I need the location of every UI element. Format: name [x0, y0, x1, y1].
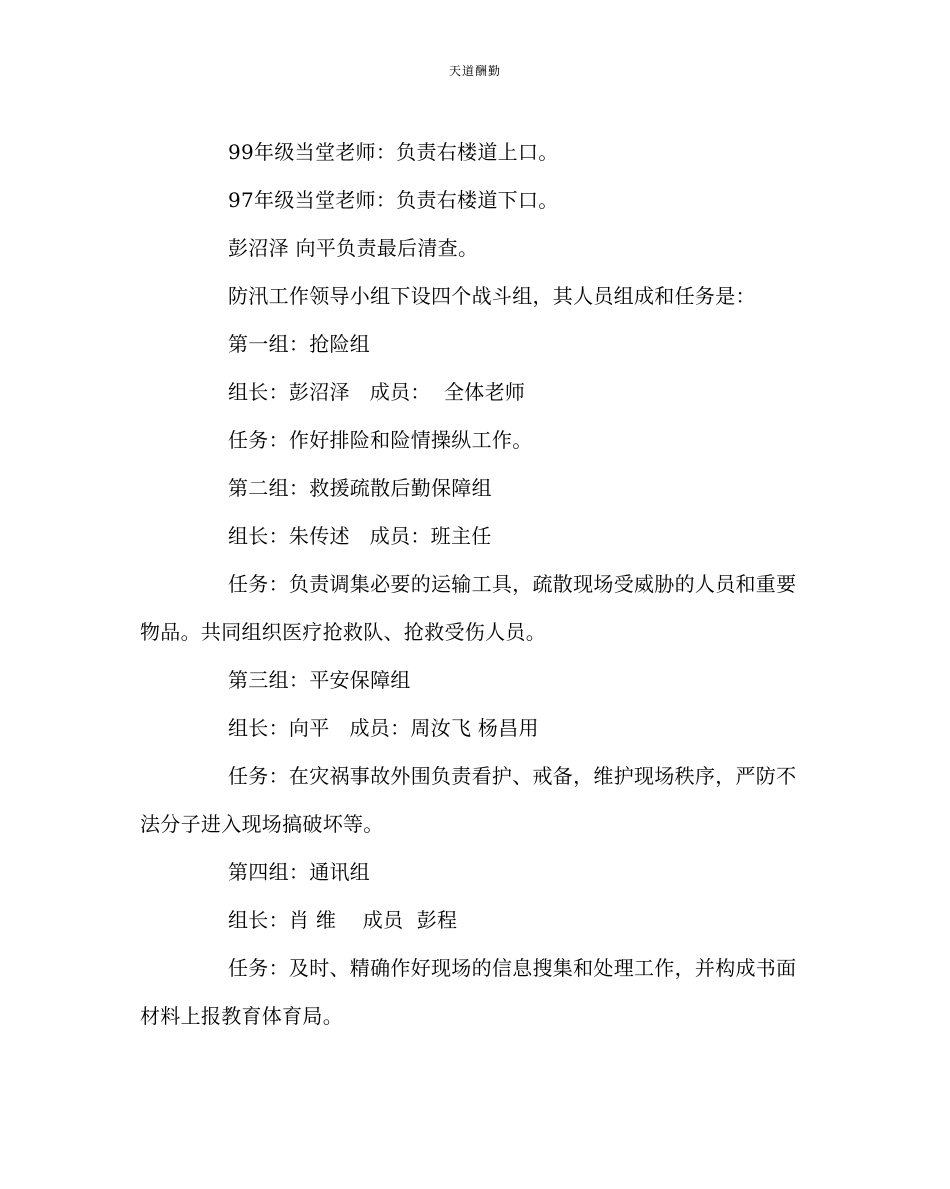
group4-task: 任务：及时、精确作好现场的信息搜集和处理工作，并构成书面材料上报教育体育局。 [140, 956, 797, 1028]
group3-task: 任务：在灾祸事故外围负责看护、戒备，维护现场秩序，严防不法分子进入现场搞破坏等。 [140, 764, 797, 836]
group3-title: 第三组：平安保障组 [228, 668, 411, 692]
group2-title: 第二组：救援疏散后勤保障组 [228, 476, 492, 500]
paragraph-final-check: 彭沼泽 向平负责最后清查。 [228, 236, 479, 260]
group2-members: 组长：朱传述 成员：班主任 [228, 524, 492, 548]
group1-task: 任务：作好排险和险情操纵工作。 [228, 428, 533, 452]
page-header: 天道酬勤 [448, 64, 501, 78]
paragraph-groups-intro: 防汛工作领导小组下设四个战斗组，其人员组成和任务是： [228, 284, 756, 308]
group4-title: 第四组：通讯组 [228, 860, 371, 884]
document-body [140, 128, 800, 1040]
group4-members: 组长：肖 维 成员 彭程 [228, 908, 458, 932]
group2-task: 任务：负责调集必要的运输工具，疏散现场受威胁的人员和重要物品。共同组织医疗抢救队、抢救受伤人员。 [140, 572, 797, 644]
paragraph-grade97: 97年级当堂老师：负责右楼道下口。 [228, 188, 559, 212]
group1-title: 第一组：抢险组 [228, 332, 371, 356]
group1-members: 组长：彭沼泽 成员： 全体老师 [228, 380, 526, 404]
group3-members: 组长：向平 成员：周汝飞 杨昌用 [228, 716, 539, 740]
paragraph-grade99: 99年级当堂老师：负责右楼道上口。 [228, 140, 559, 164]
